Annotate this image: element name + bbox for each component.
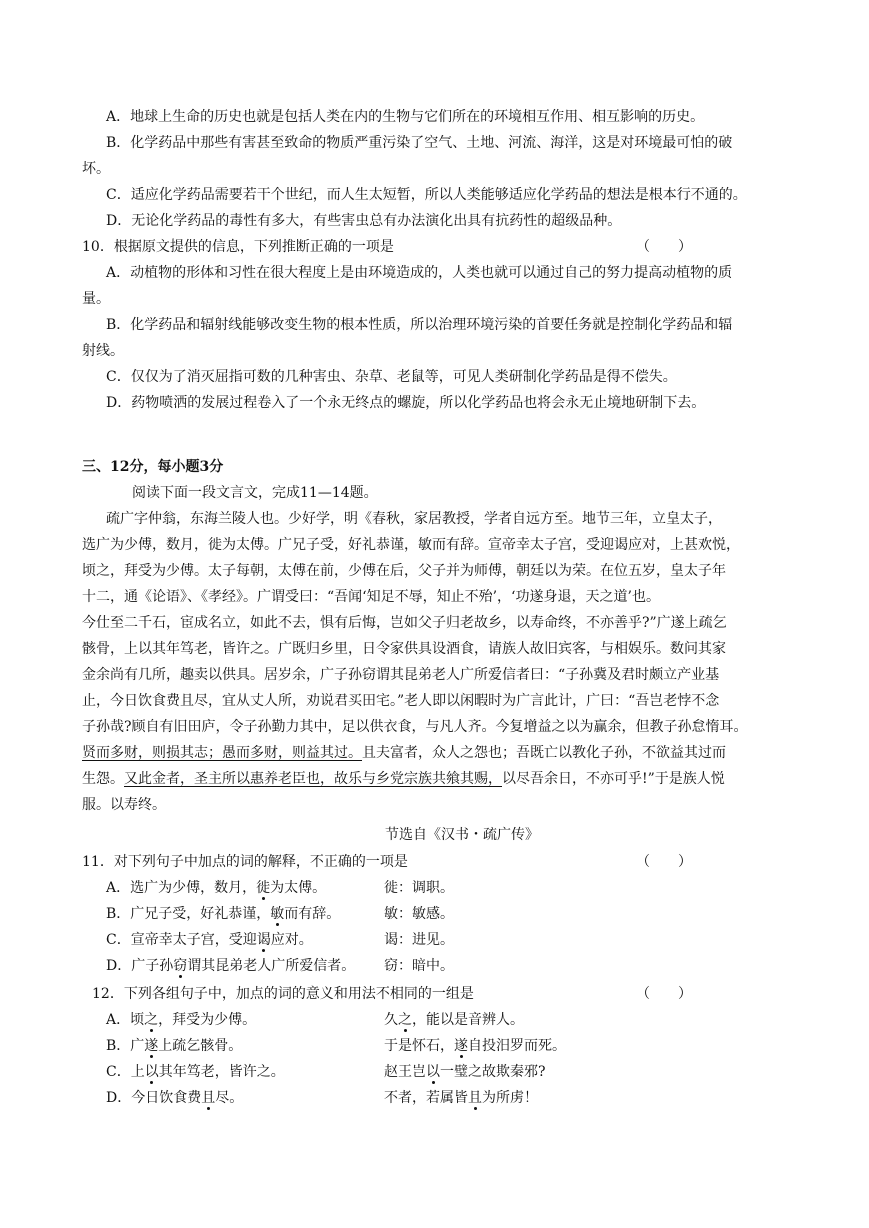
q12-answer-paren: （ ） <box>636 986 692 1002</box>
dotted-word: 谒 <box>256 932 271 948</box>
q12-option-a-right <box>384 1010 524 1030</box>
passage-source: 节选自《汉书・疏广传》 <box>385 827 539 843</box>
q12-option-b-right <box>384 1036 566 1056</box>
q10-option-b-line1: B．化学药品和辐射线能够改变生物的根本性质，所以治理环境污染的首要任务就是控制化学药品和辐 <box>106 317 733 333</box>
passage-text: 生怨。 <box>82 771 124 787</box>
q11-option-a <box>106 878 326 898</box>
dotted-word: 且 <box>468 1090 482 1106</box>
q9-option-c: C．适应化学药品需要若干个世纪，而人生太短暂，所以人类能够适应化学药品的想法是根本行不通的。 <box>106 187 747 203</box>
q11-option-b <box>106 904 340 924</box>
passage-line: 子孙哉?顾自有旧田庐，令子孙勤力其中，足以供衣食，与凡人齐。今复增益之以为赢余，但教子孙怠惰耳。 <box>82 719 748 735</box>
option-text: B．广兄子受，好礼恭谨， <box>106 906 271 922</box>
q10-stem: 10．根据原文提供的信息，下列推断正确的一项是 <box>82 239 394 255</box>
option-text: 一璧之故欺秦邪? <box>440 1064 546 1080</box>
q10-option-c: C．仅仅为了消灭屈指可数的几种害虫、杂草、老鼠等，可见人类研制化学药品是得不偿失。 <box>106 369 677 385</box>
dotted-word: 且 <box>201 1090 216 1106</box>
q10-option-a-line2: 量。 <box>82 291 110 307</box>
option-text: ，拜受为少傅。 <box>158 1012 257 1028</box>
q11-answer-paren: （ ） <box>636 854 692 870</box>
underlined-sentence: 贤而多财，则损其志；愚而多财，则益其过。 <box>82 745 362 761</box>
q10-answer-paren: （ ） <box>636 239 692 255</box>
option-text: C．宣帝幸太子宫，受迎 <box>106 932 257 948</box>
option-text: 为所虏！ <box>482 1090 538 1106</box>
dotted-word: 之 <box>144 1012 159 1028</box>
q10-option-b-line2: 射线。 <box>82 343 124 359</box>
q11-gloss-c: 谒：进见。 <box>384 932 454 948</box>
section-3-heading: 三、12分，每小题3分 <box>82 459 224 475</box>
dotted-word: 以 <box>426 1064 440 1080</box>
passage-line: 止，今日饮食费且尽，宜从丈人所，劝说君买田宅。”老人即以闲暇时为广言此计，广曰：“吾岂老悖不念 <box>82 693 720 709</box>
option-text: ，能以是音辨人。 <box>412 1012 524 1028</box>
q11-option-d <box>106 956 355 976</box>
q11-gloss-d: 窃：暗中。 <box>384 958 454 974</box>
dotted-word: 以 <box>144 1064 159 1080</box>
dotted-word: 遂 <box>454 1038 468 1054</box>
option-text: 应对。 <box>270 932 313 948</box>
passage-line: 金余尚有几所，趣卖以供具。居岁余，广子孙窃谓其昆弟老人广所爱信者曰：“子孙冀及君时颇立产业基 <box>82 667 720 683</box>
q11-gloss-a: 徙：调职。 <box>384 880 454 896</box>
option-text: 而有辞。 <box>284 906 341 922</box>
q9-option-a: A．地球上生命的历史也就是包括人类在内的生物与它们所在的环境相互作用、相互影响的历史。 <box>106 109 705 125</box>
q12-option-d-left <box>106 1088 243 1108</box>
q12-option-c-left <box>106 1062 285 1082</box>
passage-line: 顷之，拜受为少傅。太子每朝，太傅在前，少傅在后，父子并为师傅，朝廷以为荣。在位五岁，皇太子年 <box>82 563 726 579</box>
passage-line <box>82 743 726 763</box>
underlined-sentence: 又此金者，圣主所以惠养老臣也，故乐与乡党宗族共飨其赐， <box>124 771 502 787</box>
option-text: 久 <box>384 1012 398 1028</box>
q12-option-d-right <box>384 1088 538 1108</box>
q9-option-b-line1: B．化学药品中那些有害甚至致命的物质严重污染了空气、土地、河流、海洋，这是对环境最可怕的破 <box>106 135 733 151</box>
dotted-word: 遂 <box>144 1038 159 1054</box>
q10-option-d: D．药物喷洒的发展过程卷入了一个永无终点的螺旋，所以化学药品也将会永无止境地研制下去。 <box>106 395 706 411</box>
q12-stem: 12．下列各组句子中，加点的词的意义和用法不相同的一组是 <box>92 986 474 1002</box>
passage-text: 且夫富者，众人之怨也；吾既亡以教化子孙，不欲益其过而 <box>362 745 726 761</box>
passage-line <box>82 769 725 789</box>
passage-text: 以尽吾余日，不亦可乎!”于是族人悦 <box>502 771 725 787</box>
dotted-word: 之 <box>398 1012 412 1028</box>
q9-option-d: D．无论化学药品的毒性有多大，有些害虫总有办法演化出具有抗药性的超级品种。 <box>106 213 622 229</box>
passage-line: 服。以寿终。 <box>82 797 166 813</box>
q11-gloss-b: 敏：敏感。 <box>384 906 454 922</box>
passage-line: 疏广字仲翁，东海兰陵人也。少好学，明《春秋，家居教授，学者自远方至。地节三年，立皇太子， <box>106 511 722 527</box>
q9-option-b-line2: 坏。 <box>82 161 110 177</box>
option-text: 上疏乞骸骨。 <box>158 1038 243 1054</box>
option-text: 于是怀石， <box>384 1038 454 1054</box>
passage-line: 选广为少傅，数月，徙为太傅。广兄子受，好礼恭谨，敏而有辞。宣帝幸太子宫，受迎谒应对，上甚欢悦， <box>82 537 740 553</box>
option-text: 其年笃老，皆许之。 <box>158 1064 285 1080</box>
q10-option-a-line1: A．动植物的形体和习性在很大程度上是由环境造成的，人类也就可以通过自己的努力提高动植物的质 <box>106 265 733 281</box>
passage-line: 十二，通《论语》、《孝经》。广谓受曰：“吾闻‘知足不辱，知止不殆’，‘功遂身退，天之道’也。 <box>82 589 660 605</box>
q12-option-a-left <box>106 1010 256 1030</box>
q12-option-c-right <box>384 1062 546 1082</box>
option-text: 自投汨罗而死。 <box>468 1038 566 1054</box>
q11-option-c <box>106 930 313 950</box>
passage-line: 今仕至二千石，宦成名立，如此不去，惧有后悔，岂如父子归老故乡，以寿命终，不亦善乎?”广遂上疏乞 <box>82 615 727 631</box>
option-text: 为太傅。 <box>270 880 327 896</box>
option-text: 谓其昆弟老人广所爱信者。 <box>187 958 356 974</box>
option-text: 赵王岂 <box>384 1064 426 1080</box>
section-3-instruction: 阅读下面一段文言文，完成11—14题。 <box>132 485 378 501</box>
option-text: 尽。 <box>215 1090 244 1106</box>
option-text: 不者，若属皆 <box>384 1090 468 1106</box>
option-text: A．顷 <box>106 1012 145 1028</box>
dotted-word: 敏 <box>270 906 285 922</box>
option-text: A．选广为少傅，数月， <box>106 880 257 896</box>
option-text: C．上 <box>106 1064 145 1080</box>
dotted-word: 窃 <box>173 958 188 974</box>
passage-line: 骸骨，上以其年笃老，皆许之。广既归乡里，日令家供具设酒食，请族人故旧宾客，与相娱乐。数问其家 <box>82 641 726 657</box>
q12-option-b-left <box>106 1036 242 1056</box>
q11-stem: 11．对下列句子中加点的词的解释，不正确的一项是 <box>82 854 408 870</box>
dotted-word: 徙 <box>256 880 271 896</box>
option-text: B．广 <box>106 1038 145 1054</box>
option-text: D．今日饮食费 <box>106 1090 202 1106</box>
option-text: D．广子孙 <box>106 958 174 974</box>
